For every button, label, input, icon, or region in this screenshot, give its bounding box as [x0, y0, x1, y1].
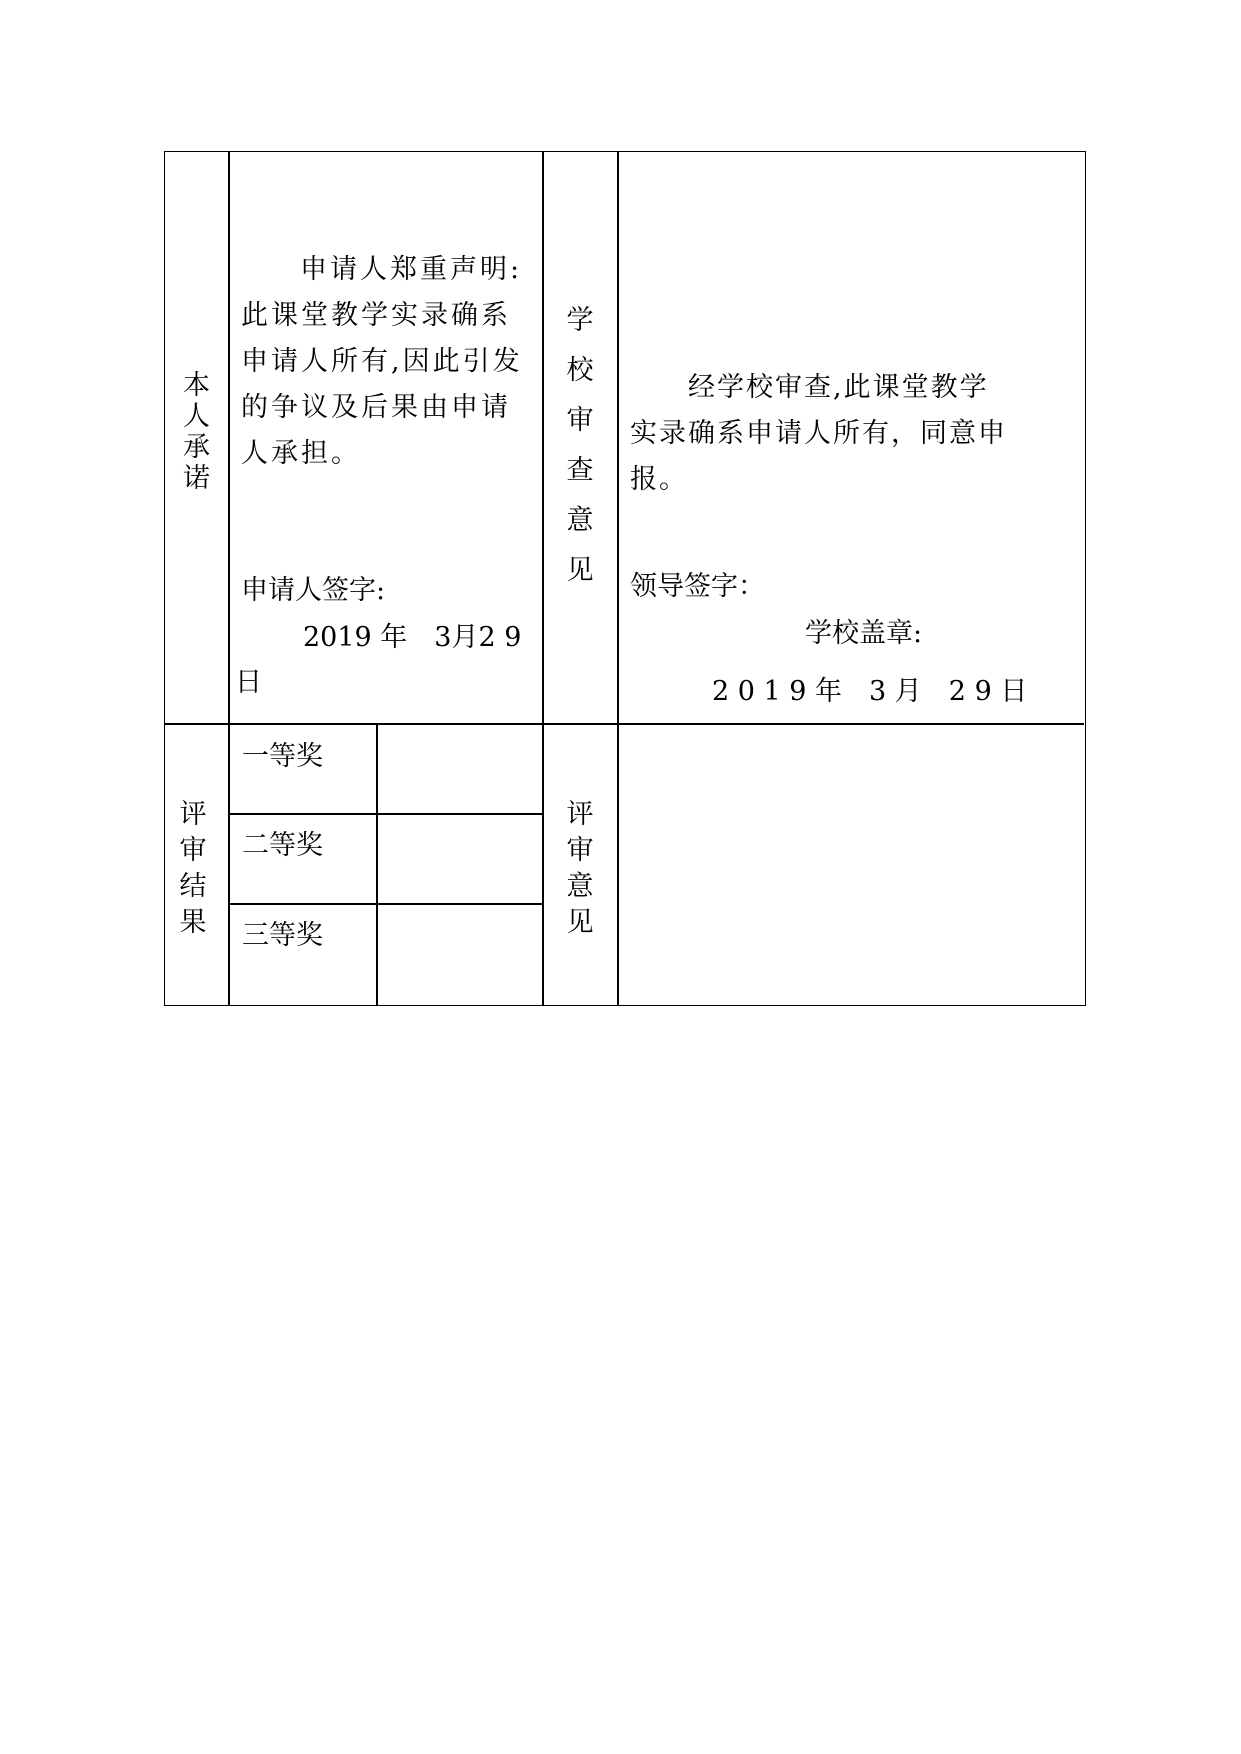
- column-divider: [228, 152, 230, 1005]
- applicant-date-day: 日: [235, 667, 262, 698]
- third-prize-label: 三等奖: [242, 920, 323, 951]
- declaration-text: [241, 293, 541, 477]
- evaluation-opinion-label: 评 审 意 见: [566, 799, 594, 938]
- school-review-label: 学 校 审 查 意 见: [566, 305, 594, 586]
- second-prize-label: 二等奖: [242, 830, 323, 861]
- school-opinion-line: 实录确系申请人所有，同意申: [630, 418, 1007, 449]
- applicant-date: 2019 年 3月2 9: [303, 622, 522, 653]
- evaluation-result-label: 评 审 结 果: [179, 799, 207, 938]
- declaration-line: 申请人所有,因此引发: [241, 346, 523, 377]
- application-form-table: [164, 151, 1086, 1006]
- school-opinion-text: [630, 365, 1070, 503]
- row-divider: [228, 903, 543, 905]
- leader-signature-label: 领导签字：: [630, 571, 765, 602]
- school-opinion-line: 经学校审查,此课堂教学: [688, 372, 989, 403]
- first-prize-label: 一等奖: [242, 741, 323, 772]
- declaration-line: 此课堂教学实录确系: [241, 300, 511, 331]
- declaration-title: 申请人郑重声明:: [300, 254, 523, 285]
- school-opinion-line: 报。: [630, 464, 688, 495]
- school-seal-label: 学校盖章:: [805, 618, 923, 649]
- row-divider: [165, 723, 1084, 725]
- declaration-line: 人承担。: [241, 438, 361, 469]
- declaration-line: 的争议及后果由申请: [241, 392, 511, 423]
- school-review-date: 2 0 1 9 年 3 月 2 9 日: [712, 676, 1028, 707]
- pledge-label: 本 人 承 诺: [183, 370, 210, 494]
- row-divider: [228, 813, 543, 815]
- column-divider: [376, 724, 378, 1005]
- applicant-signature-label: 申请人签字:: [241, 575, 386, 606]
- column-divider: [617, 152, 619, 1005]
